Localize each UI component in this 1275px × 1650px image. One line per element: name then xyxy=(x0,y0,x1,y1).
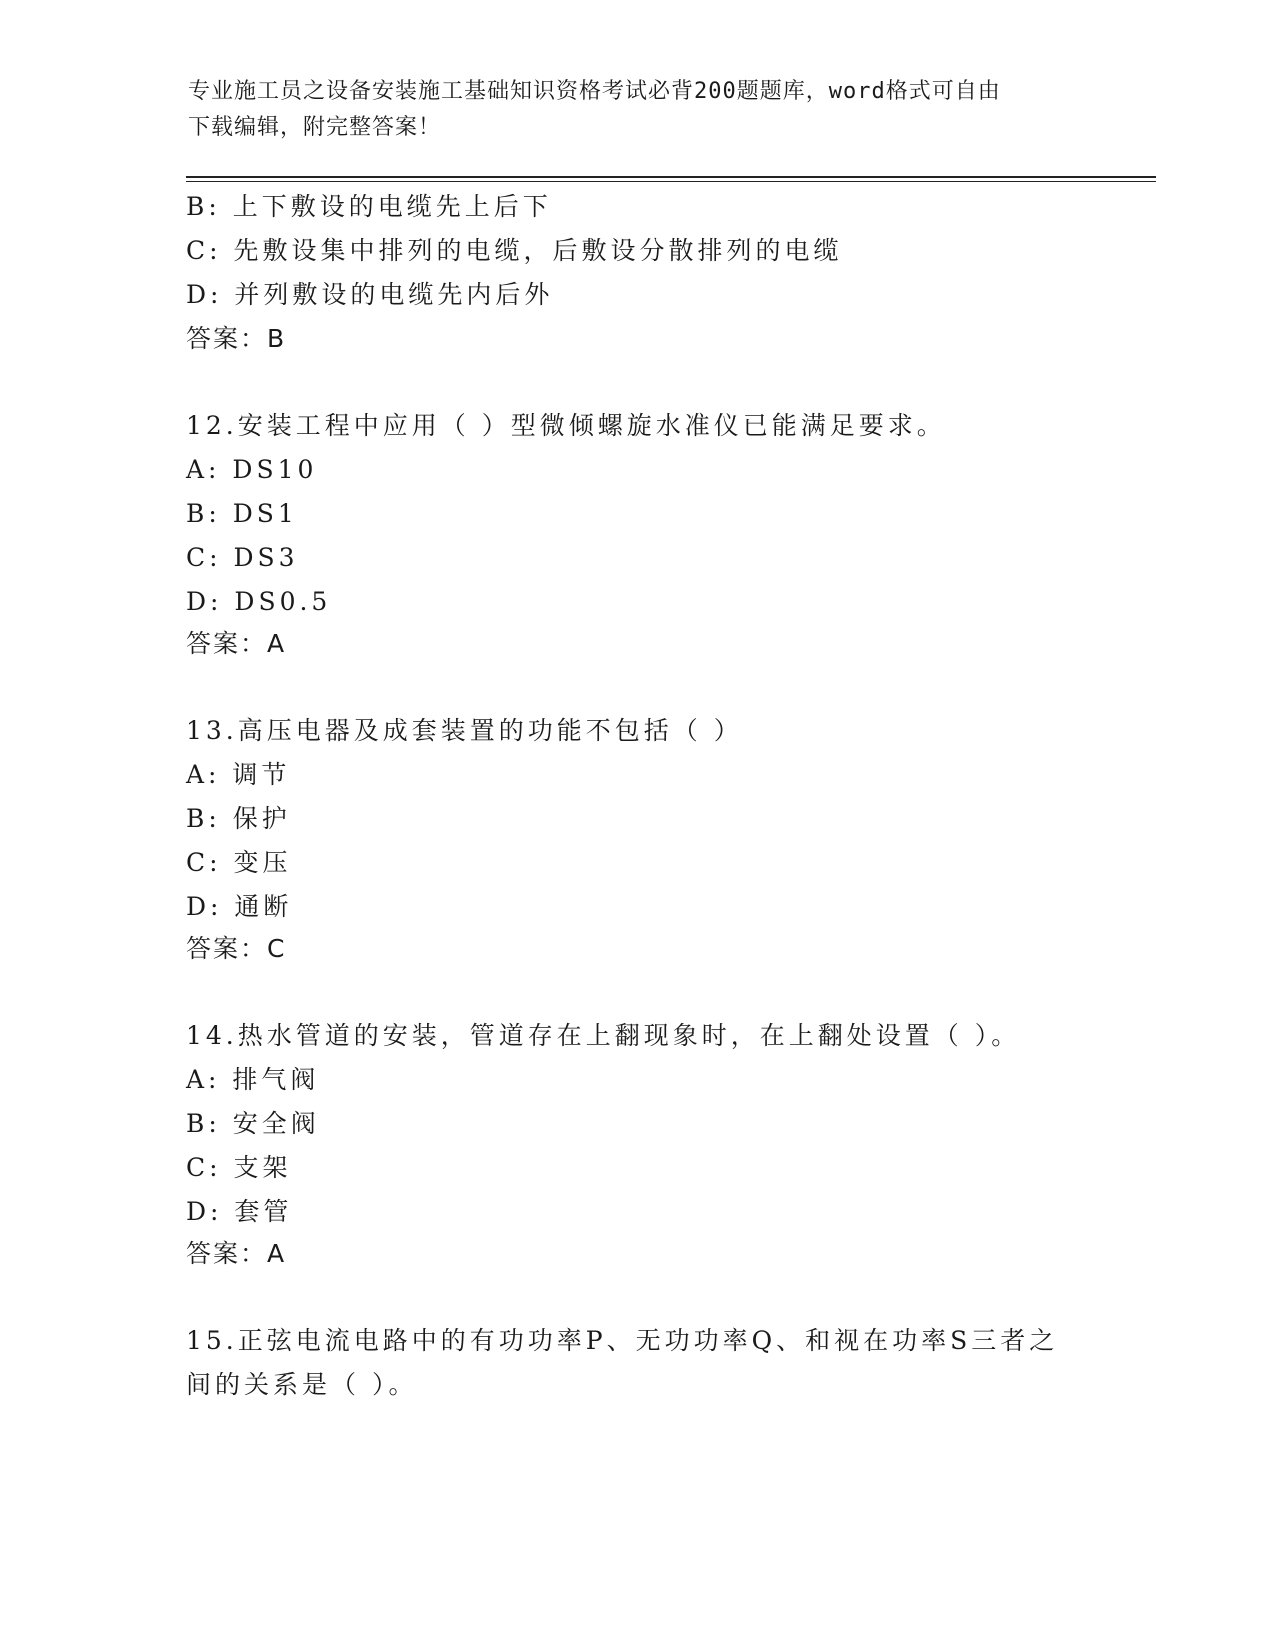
q14-stem: 14.热水管道的安装，管道存在上翻现象时，在上翻处设置（ ）。 xyxy=(186,1021,1021,1050)
q14-option-b: B: 安全阀 xyxy=(186,1109,320,1138)
header-line-2: 下载编辑，附完整答案！ xyxy=(188,115,442,140)
q13-answer: 答案：C xyxy=(186,934,287,963)
q15-stem-line-1: 15.正弦电流电路中的有功功率P、无功功率Q、和视在功率S三者之 xyxy=(186,1326,1059,1355)
q12-option-d: D: DS0.5 xyxy=(186,587,332,616)
q14-option-d: D: 套管 xyxy=(186,1197,293,1226)
q12-answer: 答案：A xyxy=(186,629,287,658)
q13-option-b: B: 保护 xyxy=(186,804,291,833)
q12-stem: 12.安装工程中应用（ ）型微倾螺旋水准仪已能满足要求。 xyxy=(186,411,946,440)
header-line-1: 专业施工员之设备安装施工基础知识资格考试必背200题题库，word格式可自由 xyxy=(188,79,1001,104)
q12-option-a: A: DS10 xyxy=(186,455,318,484)
q12-option-c: C: DS3 xyxy=(186,543,299,572)
q11-option-c: C: 先敷设集中排列的电缆，后敷设分散排列的电缆 xyxy=(186,236,843,265)
header-divider-thin xyxy=(186,181,1156,182)
q13-option-c: C: 变压 xyxy=(186,848,292,877)
q12-option-b: B: DS1 xyxy=(186,499,298,528)
q11-option-b: B: 上下敷设的电缆先上后下 xyxy=(186,192,552,221)
q13-stem: 13.高压电器及成套装置的功能不包括（ ） xyxy=(186,716,743,745)
q15-stem-line-2: 间的关系是（ ）。 xyxy=(186,1370,418,1399)
q13-option-d: D: 通断 xyxy=(186,892,293,921)
document-header xyxy=(188,74,1068,146)
q13-option-a: A: 调节 xyxy=(186,760,291,789)
q11-option-d: D: 并列敷设的电缆先内后外 xyxy=(186,280,554,309)
q14-option-c: C: 支架 xyxy=(186,1153,292,1182)
q14-answer: 答案：A xyxy=(186,1239,287,1268)
q14-option-a: A: 排气阀 xyxy=(186,1065,320,1094)
q11-answer: 答案：B xyxy=(186,324,287,353)
header-divider xyxy=(186,176,1156,178)
